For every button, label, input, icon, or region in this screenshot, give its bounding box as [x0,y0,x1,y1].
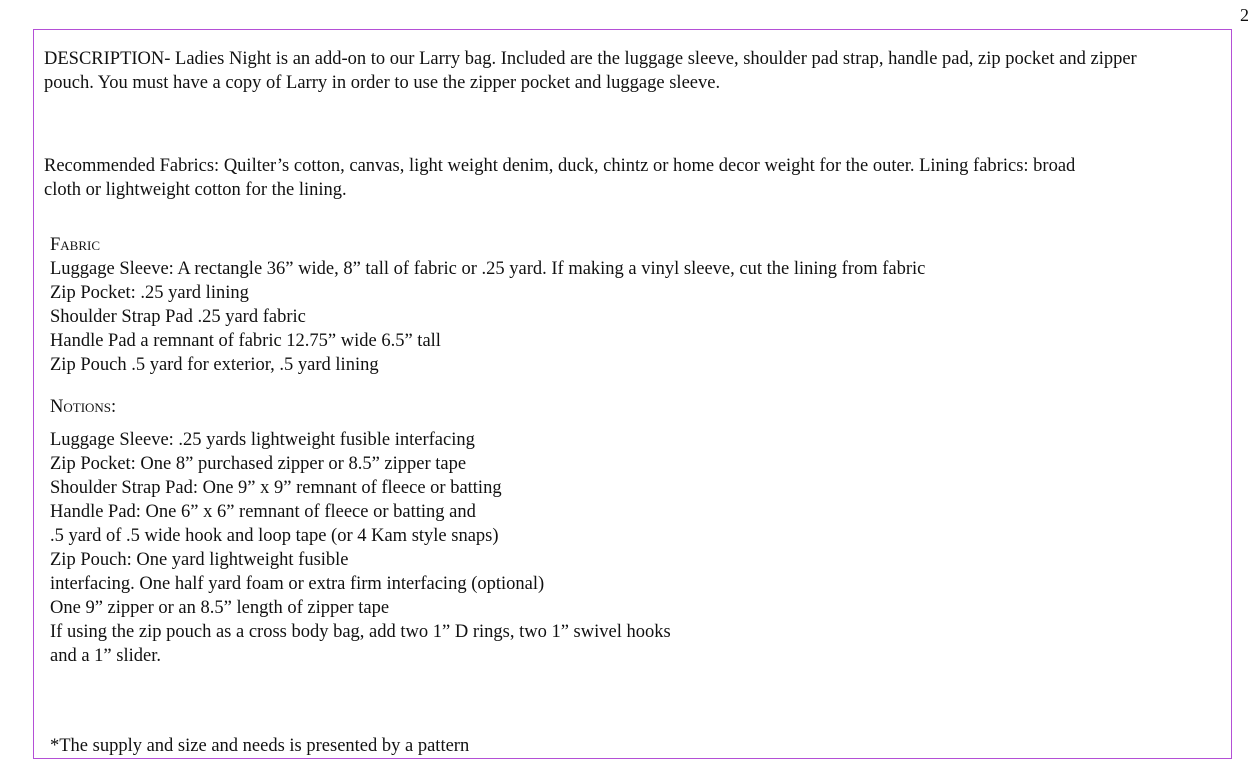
fabric-item: Zip Pocket: .25 yard lining [50,283,249,303]
fabric-item: Shoulder Strap Pad .25 yard fabric [50,307,306,327]
recommended-fabrics-paragraph [44,154,1075,202]
description-paragraph [44,47,1137,95]
recommended-fabrics-line-2: cloth or lightweight cotton for the lining. [44,180,347,200]
notions-item: interfacing. One half yard foam or extra firm interfacing (optional) [50,574,545,594]
fabric-heading: Fabric [50,235,101,255]
fabric-item: Handle Pad a remnant of fabric 12.75” wide 6.5” tall [50,331,441,351]
cut-off-footnote: *The supply and size and needs is presented by a pattern [50,736,470,756]
notions-item: and a 1” slider. [50,646,161,666]
notions-item: Zip Pouch: One yard lightweight fusible [50,550,349,570]
fabric-item: Zip Pouch .5 yard for exterior, .5 yard lining [50,355,379,375]
notions-list [50,428,671,668]
notions-item: One 9” zipper or an 8.5” length of zipper tape [50,598,390,618]
fabric-item: Luggage Sleeve: A rectangle 36” wide, 8” tall of fabric or .25 yard. If making a vinyl sleeve, cut the lining from fabric [50,259,926,279]
notions-heading: Notions: [50,397,117,417]
notions-item: Shoulder Strap Pad: One 9” x 9” remnant of fleece or batting [50,478,502,498]
fabric-list [50,257,925,377]
notions-item: If using the zip pouch as a cross body bag, add two 1” D rings, two 1” swivel hooks [50,622,671,642]
description-line-1: DESCRIPTION- Ladies Night is an add-on to our Larry bag. Included are the luggage sleeve, shoulder pad strap, handle pad, zip pocket and zipper [44,49,1137,69]
description-line-2: pouch. You must have a copy of Larry in order to use the zipper pocket and luggage sleeve. [44,73,721,93]
page-number: 2 [1240,5,1249,25]
notions-item: Zip Pocket: One 8” purchased zipper or 8.5” zipper tape [50,454,467,474]
recommended-fabrics-line-1: Recommended Fabrics: Quilter’s cotton, canvas, light weight denim, duck, chintz or home decor weight for the outer. Lining fabrics: broad [44,156,1076,176]
notions-item: .5 yard of .5 wide hook and loop tape (or 4 Kam style snaps) [50,526,499,546]
notions-item: Luggage Sleeve: .25 yards lightweight fusible interfacing [50,430,475,450]
notions-item: Handle Pad: One 6” x 6” remnant of fleece or batting and [50,502,476,522]
